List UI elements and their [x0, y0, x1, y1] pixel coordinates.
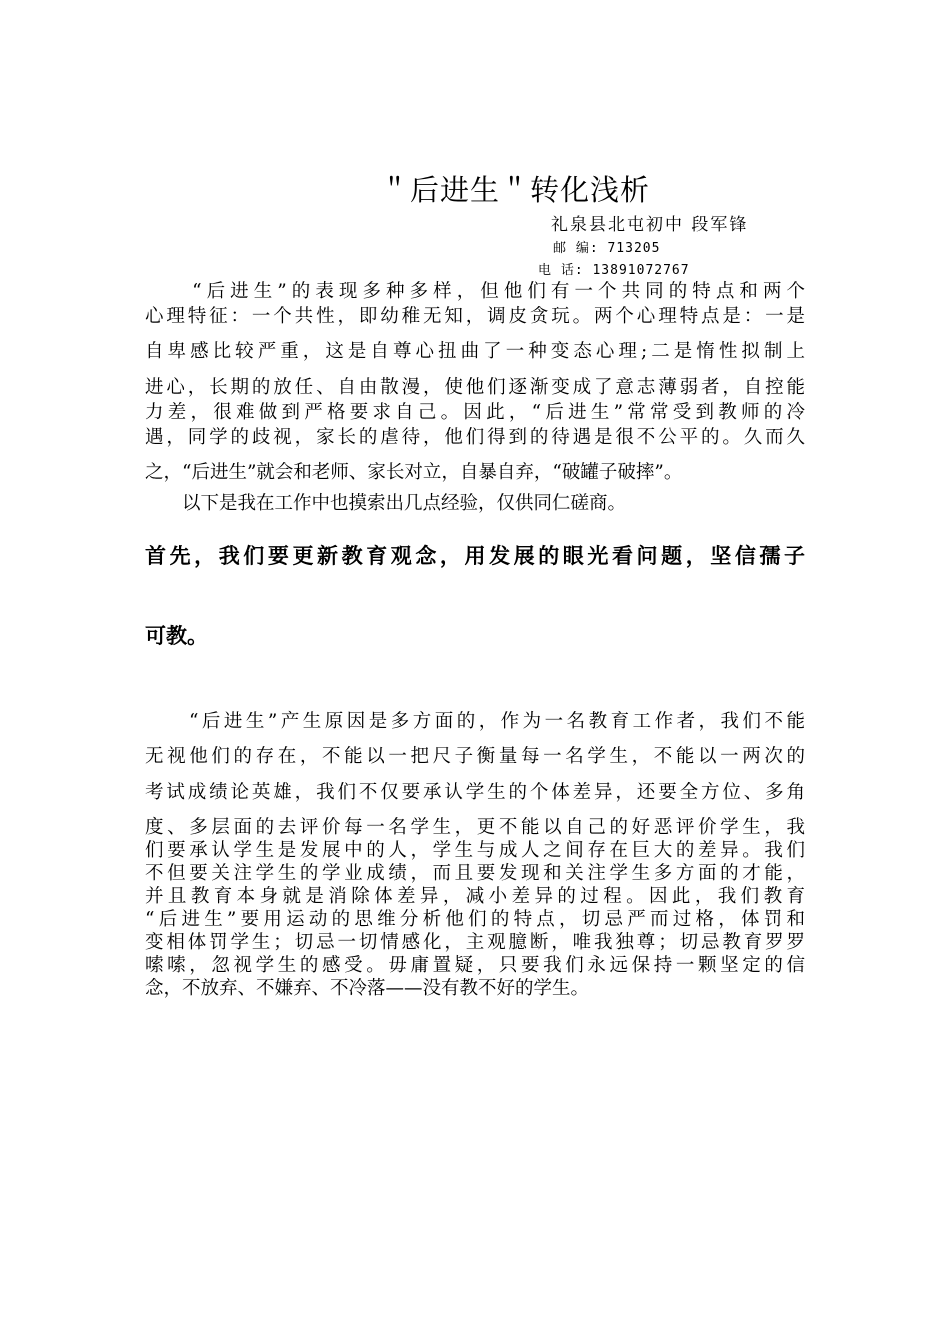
paragraph-3-line: 念，不放弃、不嫌弃、不冷落——没有教不好的学生。: [145, 978, 590, 999]
paragraph-3-line: 无视他们的存在，不能以一把尺子衡量每一名学生，不能以一两次的: [145, 746, 805, 767]
phone-number: 电 话: 13891072767: [538, 263, 690, 278]
paragraph-3-line: 们要承认学生是发展中的人，学生与成人之间存在巨大的差异。我们: [145, 840, 805, 861]
author-line: 礼泉县北屯初中 段军锋: [551, 215, 749, 235]
paragraph-3-line: 并且教育本身就是消除体差异，减小差异的过程。因此，我们教育: [145, 886, 805, 907]
paragraph-3-line: 嗦嗦，忽视学生的感受。毋庸置疑，只要我们永远保持一颗坚定的信: [145, 955, 805, 976]
paragraph-1-line: 心理特征：一个共性，即幼稚无知，调皮贪玩。两个心理特点是：一是: [145, 306, 805, 327]
paragraph-3-line: 度、多层面的去评价每一名学生，更不能以自己的好恶评价学生，我: [145, 817, 805, 838]
paragraph-2: 以下是我在工作中也摸索出几点经验，仅供同仁磋商。: [145, 493, 627, 514]
document-title: ＂后进生＂转化浅析: [380, 173, 651, 207]
paragraph-3-line: “后进生”要用运动的思维分析他们的特点，切忌严而过格，体罚和: [145, 909, 805, 930]
paragraph-3-line: “后进生”产生原因是多方面的，作为一名教育工作者，我们不能: [145, 711, 805, 732]
paragraph-1-line: 力差，很难做到严格要求自己。因此，“后进生”常常受到教师的冷: [145, 402, 805, 423]
paragraph-3-line: 变相体罚学生；切忌一切情感化，主观臆断，唯我独尊；切忌教育罗罗: [145, 932, 805, 953]
paragraph-3-line: 考试成绩论英雄，我们不仅要承认学生的个体差异，还要全方位、多角: [145, 782, 805, 803]
paragraph-1-line: 进心，长期的放任、自由散漫，使他们逐渐变成了意志薄弱者，自控能: [145, 377, 805, 398]
paragraph-3-line: 不但要关注学生的学业成绩，而且要发现和关注学生多方面的才能，: [145, 863, 805, 884]
paragraph-1-line: 遇，同学的歧视，家长的虐待，他们得到的待遇是很不公平的。久而久: [145, 427, 805, 448]
section-heading-line: 可教。: [145, 624, 208, 648]
section-heading-line: 首先，我们要更新教育观念，用发展的眼光看问题，坚信孺子: [145, 544, 805, 568]
paragraph-1-line: 自卑感比较严重，这是自尊心扭曲了一种变态心理;二是惰性拟制上: [145, 341, 805, 362]
paragraph-1-line: 之，“后进生”就会和老师、家长对立，自暴自弃，“破罐子破摔”。: [145, 462, 683, 483]
paragraph-1-line: “后进生”的表现多种多样，但他们有一个共同的特点和两个: [145, 281, 805, 302]
postal-code: 邮 编: 713205: [553, 241, 661, 256]
